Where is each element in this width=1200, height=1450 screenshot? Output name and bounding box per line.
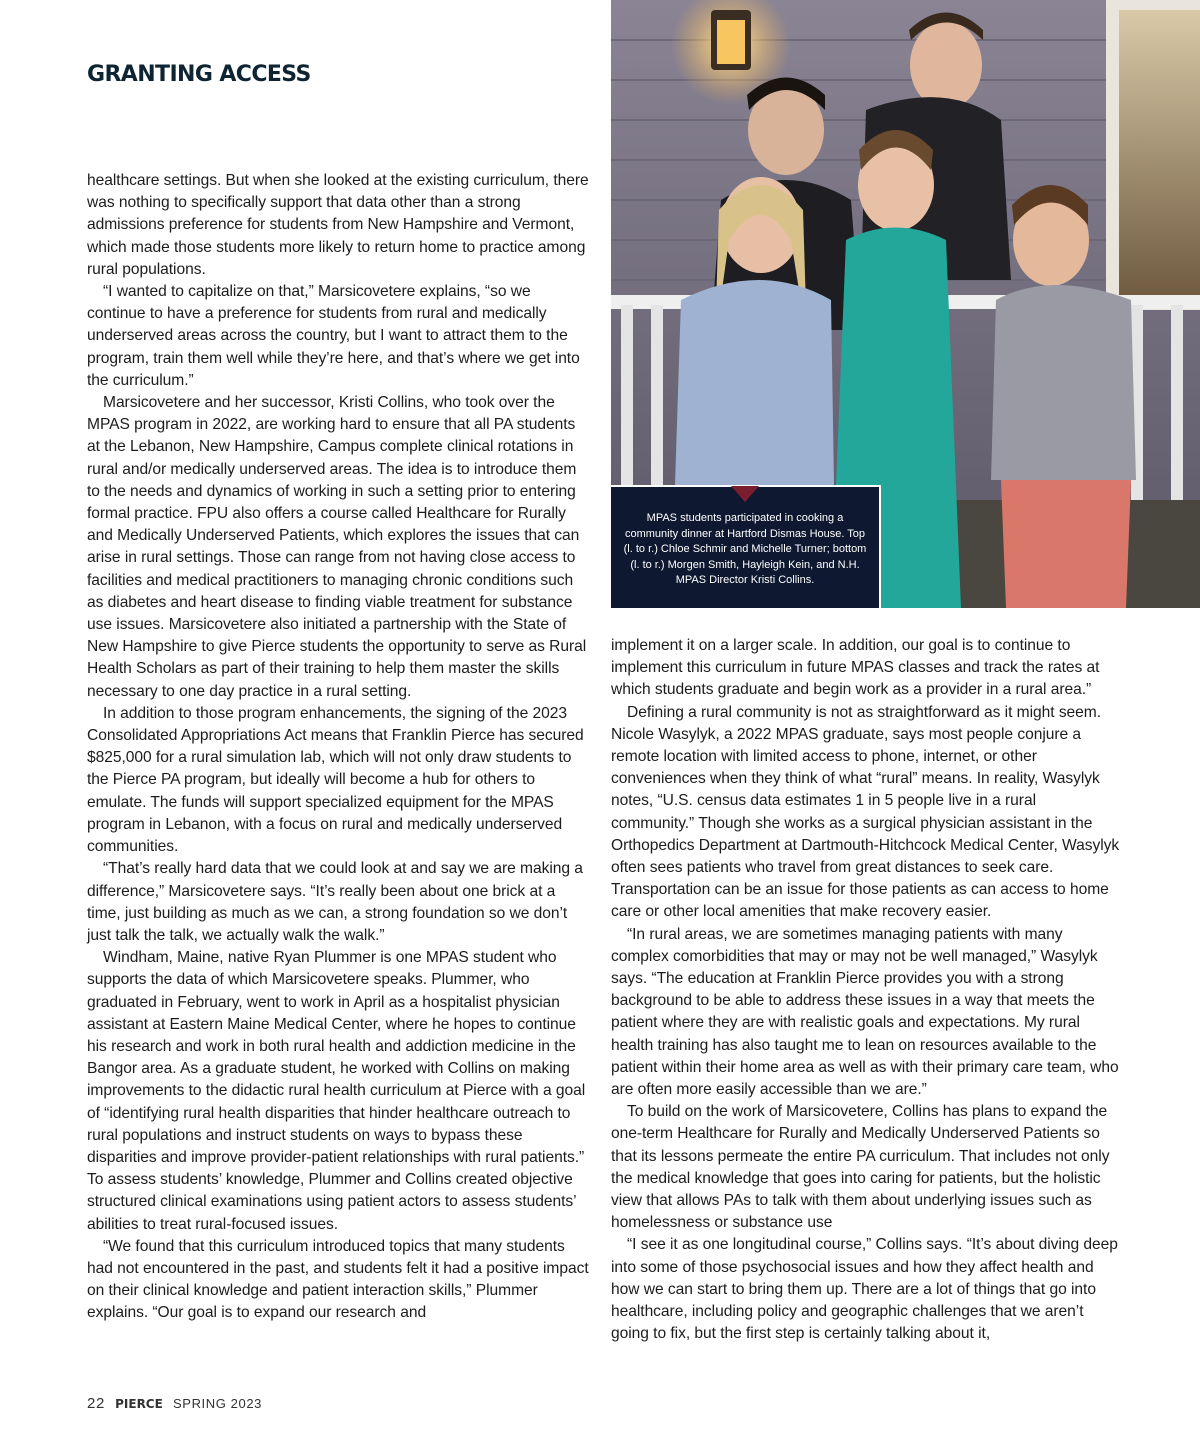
article-column-left	[87, 170, 592, 1325]
paragraph: Marsicovetere and her successor, Kristi Collins, who took over the MPAS program in 2022, are working hard to ensure that all PA students at the Lebanon, New Hampshire, Campus complete clinical rotations in rural and/or medically underserved areas. The idea is to introduce them to the needs and dynamics of working in such a setting prior to entering formal practice. FPU also offers a course called Healthcare for Rurally and Medically Underserved Patients, which explores the issues that can arise in rural settings. Those can range from not having close access to facilities and medical practitioners to managing chronic conditions such as diabetes and heart disease to finding viable treatment for substance use issues. Marsicovetere also initiated a partnership with the State of New Hampshire to give Pierce students the opportunity to serve as Rural Health Scholars as part of their training to help them master the skills necessary to one day practice in a rural setting.	[87, 394, 587, 700]
paragraph: Windham, Maine, native Ryan Plummer is one MPAS student who supports the data of which Marsicovetere speaks. Plummer, who graduated in February, went to work in April as a hospitalist physician assistant at Eastern Maine Medical Center, where he hopes to continue his research and work in both rural health and addiction medicine in the Bangor area. As a graduate student, he worked with Collins on making improvements to the didactic rural health curriculum at Pierce with a goal of “identifying rural health disparities that hinder healthcare outreach to rural populations and instruct students on ways to bypass these disparities and improve provider-patient relationships with rural patients.” To assess students’ knowledge, Plummer and Collins created objective structured clinical examinations using patient actors to assess students’ abilities to treat rural-focused issues.	[87, 949, 586, 1233]
section-title: GRANTING ACCESS	[87, 62, 311, 87]
paragraph: Defining a rural community is not as straightforward as it might seem. Nicole Wasylyk, a 2022 MPAS graduate, says most people conjure a remote location with limited access to phone, internet, or other conveniences when they think of what “rural” means. In reality, Wasylyk notes, “U.S. census data estimates 1 in 5 people live in a rural community.” Though she works as a surgical physician assistant in the Orthopedics Department at Dartmouth-Hitchcock Medical Center, Wasylyk often sees patients who travel from great distances to seek care. Transportation can be an issue for those patients as can access to home care or other local amenities that make recovery easier.	[611, 703, 1120, 921]
caption-accent-marker	[731, 486, 759, 502]
paragraph: In addition to those program enhancements, the signing of the 2023 Consolidated Appropriations Act means that Franklin Pierce has secured $825,000 for a rural simulation lab, which will not only draw students to the Pierce PA program, but ideally will become a hub for others to emulate. The funds will support specialized equipment for the MPAS program in Lebanon, with a focus on rural and medically underserved communities.	[87, 704, 584, 856]
paragraph: To build on the work of Marsicovetere, Collins has plans to expand the one-term Healthcare for Rurally and Medically Underserved Patients so that its lessons permeate the entire PA curriculum. That includes not only the medical knowledge that goes into caring for patients, but the holistic view that allows PAs to talk with them about underlying issues such as homelessness or substance use	[611, 1103, 1110, 1232]
paragraph: “I wanted to capitalize on that,” Marsicovetere explains, “so we continue to have a preference for students from rural and medically underserved areas across the country, but I want to attract them to the program, train them well while they’re here, and that’s where we get into the curriculum.”	[87, 283, 580, 389]
paragraph: implement it on a larger scale. In addition, our goal is to continue to implement this curriculum in future MPAS classes and track the rates at which students graduate and begin work as a provider in a rural area.”	[611, 637, 1100, 699]
paragraph: healthcare settings. But when she looked at the existing curriculum, there was nothing to specifically support that data other than a strong admissions preference for students from New Hampshire and Vermont, which made those students more likely to return home to practice among rural populations.	[87, 172, 589, 278]
photo-caption: MPAS students participated in cooking a community dinner at Hartford Dismas House. Top (l. to r.) Chloe Schmir and Michelle Turner; bottom (l. to r.) Morgen Smith, Hayleigh Kein, and N.H. MPAS Director Kristi Collins.	[611, 485, 881, 608]
magazine-name: PIERCE	[115, 1397, 163, 1411]
article-column-right	[611, 635, 1121, 1346]
paragraph: “We found that this curriculum introduced topics that many students had not encountered in the past, and students felt it had a positive impact on their clinical knowledge and patient interaction skills,” Plummer explains. “Our goal is to expand our research and	[87, 1237, 589, 1322]
paragraph: “In rural areas, we are sometimes managing patients with many complex comorbidities that may or may not be well managed,” Wasylyk says. “The education at Franklin Pierce provides you with a strong background to be able to address these issues in a way that meets the patient where they are with realistic goals and expectations. My rural health training has also taught me to lean on resources available to the patient within their home area as well as with their primary care team, who are often more easily accessible than we are.”	[611, 925, 1119, 1099]
page-number: 22	[87, 1395, 105, 1412]
paragraph: “That’s really hard data that we could look at and say we are making a difference,” Marsicovetere says. “It’s really been about one brick at a time, just building as much as we can, a strong foundation so we don’t just talk the talk, we actually walk the walk.”	[87, 860, 583, 944]
issue-label: SPRING 2023	[173, 1396, 263, 1411]
page-footer	[87, 1395, 262, 1412]
paragraph: “I see it as one longitudinal course,” Collins says. “It’s about diving deep into some of those psychosocial issues and how they affect health and how we can start to bring them up. There are a lot of things that go into healthcare, including policy and geographic challenges that we aren’t going to fix, but the first step is certainly talking about it,	[611, 1236, 1118, 1343]
